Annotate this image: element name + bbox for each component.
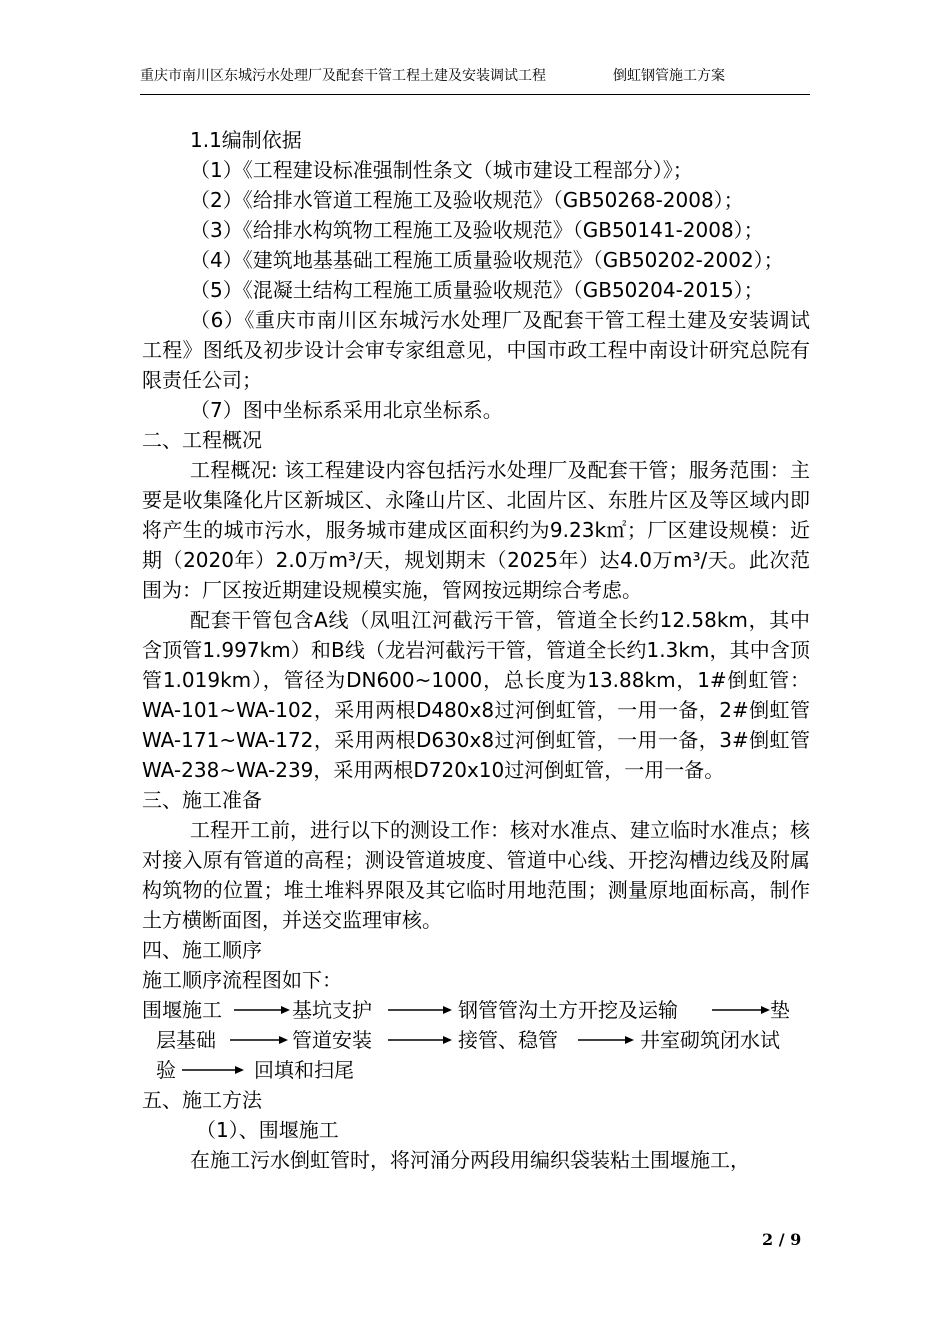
overview-paragraph-1: 工程概况: 该工程建设内容包括污水处理厂及配套干管；服务范围：主要是收集隆化片区新城区、永隆山片区、北固片区、东胜片区及等区域内即将产生的城市污水，服务城市建成区面积约为9.23k㎡；厂区建设规模：近期（2020年）2.0万m³/天，规划期末（2025年）达4.0万m³/天。此次范围为：厂区按近期建设规模实施，管网按远期综合考虑。 <box>142 458 810 602</box>
basis-item-2: （2）《给排水管道工程施工及验收规范》（GB50268-2008）； <box>190 188 744 212</box>
overview-heading: 二、工程概况 <box>142 428 262 452</box>
basis-item-1: （1）《工程建设标准强制性条文（城市建设工程部分）》； <box>190 158 693 182</box>
method-subheading-cofferdam: （1）、围堰施工 <box>196 1118 339 1142</box>
flow-node-cofferdam: 围堰施工 <box>142 998 222 1022</box>
flow-arrow-icon <box>234 1003 290 1017</box>
flow-arrow-icon <box>182 1063 244 1077</box>
sequence-heading: 四、施工顺序 <box>142 938 262 962</box>
basis-item-5: （5）《混凝土结构工程施工质量验收规范》（GB50204-2015）； <box>190 278 764 302</box>
sequence-intro: 施工顺序流程图如下： <box>142 968 342 992</box>
flow-row-2 <box>142 1025 810 1055</box>
flow-node-bedding-end: 层基础 <box>156 1028 216 1052</box>
document-body <box>142 125 810 1175</box>
flow-row-1 <box>142 995 810 1025</box>
header-plan-name: 倒虹钢管施工方案 <box>613 68 725 84</box>
basis-item-3: （3）《给排水构筑物工程施工及验收规范》（GB50141-2008）； <box>190 218 764 242</box>
method-heading: 五、施工方法 <box>142 1088 262 1112</box>
page-number: 2 / 9 <box>762 1230 802 1249</box>
header-divider <box>140 94 810 95</box>
flow-arrow-icon <box>578 1033 634 1047</box>
flow-arrow-icon <box>388 1003 452 1017</box>
basis-item-4: （4）《建筑地基基础工程施工质量验收规范》（GB50202-2002）； <box>190 248 784 272</box>
basis-item-6: （6）《重庆市南川区东城污水处理厂及配套干管工程土建及安装调试工程》图纸及初步设计会审专家组意见，中国市政工程中南设计研究总院有限责任公司； <box>142 308 810 392</box>
flow-node-excavation: 钢管管沟土方开挖及运输 <box>458 998 678 1022</box>
flow-node-chamber-test-end: 验 <box>156 1058 176 1082</box>
flow-node-bedding-start: 垫 <box>770 998 790 1022</box>
header-document-name: 重庆市南川区东城污水处理厂及配套干管工程土建及安装调试工程 <box>140 68 546 84</box>
basis-title: 1.1编制依据 <box>190 128 302 152</box>
flow-node-joint-stabilize: 接管、稳管 <box>458 1028 558 1052</box>
flow-arrow-icon <box>230 1033 288 1047</box>
flow-node-chamber-test-start: 井室砌筑闭水试 <box>640 1028 780 1052</box>
flow-node-pipe-install: 管道安装 <box>292 1028 372 1052</box>
method-paragraph-1: 在施工污水倒虹管时，将河涌分两段用编织袋装粘土围堰施工， <box>190 1148 750 1172</box>
preparation-heading: 三、施工准备 <box>142 788 262 812</box>
flow-arrow-icon <box>388 1033 452 1047</box>
flow-node-backfill: 回填和扫尾 <box>254 1058 354 1082</box>
basis-item-7: （7）图中坐标系采用北京坐标系。 <box>190 398 503 422</box>
flow-arrow-icon <box>712 1003 770 1017</box>
overview-paragraph-2: 配套干管包含A线（凤咀江河截污干管，管道全长约12.58km，其中含顶管1.997km）和B线（龙岩河截污干管，管道全长约1.3km，其中含顶管1.019km），管径为DN600~1000，总长度为13.88km，1#倒虹管：WA-101~WA-102，采用两根D480x8过河倒虹管，一用一备，2#倒虹管WA-171~WA-172，采用两根D630x8过河倒虹管，一用一备，3#倒虹管WA-238~WA-239，采用两根D720x10过河倒虹管，一用一备。 <box>142 608 810 782</box>
flow-node-pit-support: 基坑支护 <box>292 998 372 1022</box>
flow-row-3 <box>142 1055 810 1085</box>
preparation-paragraph: 工程开工前，进行以下的测设工作：核对水准点、建立临时水准点；核对接入原有管道的高程；测设管道坡度、管道中心线、开挖沟槽边线及附属构筑物的位置；堆土堆料界限及其它临时用地范围；测量原地面标高，制作土方横断面图，并送交监理审核。 <box>142 818 810 932</box>
